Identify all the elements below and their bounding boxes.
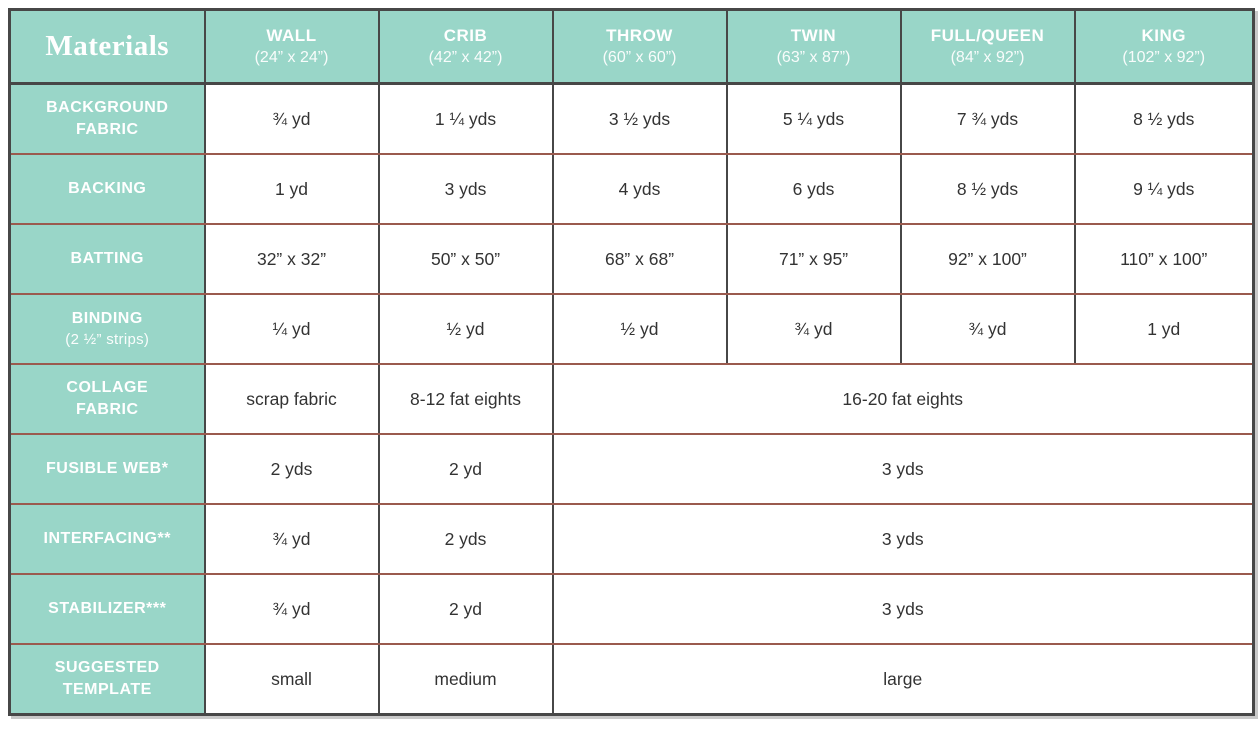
table-cell: 5 ¼ yds — [727, 84, 901, 155]
table-cell: 1 ¼ yds — [379, 84, 553, 155]
table-row-fusible-web — [10, 434, 1254, 504]
row-label-collage-fabric — [10, 364, 205, 434]
table-cell: 92” x 100” — [901, 224, 1075, 294]
table-cell: 2 yd — [379, 574, 553, 644]
column-size: (84” x 92”) — [950, 49, 1025, 66]
row-label-text: STABILIZER*** — [48, 600, 167, 618]
table-cell: 71” x 95” — [727, 224, 901, 294]
table-row-backing — [10, 154, 1254, 224]
row-label-batting — [10, 224, 205, 294]
row-label-suggested-template — [10, 644, 205, 715]
column-size: (60” x 60”) — [602, 49, 677, 66]
table-cell: ½ yd — [379, 294, 553, 364]
row-label-text: INTERFACING** — [43, 530, 171, 548]
table-row-interfacing — [10, 504, 1254, 574]
table-cell: ¾ yd — [901, 294, 1075, 364]
row-label-text: FABRIC — [75, 121, 139, 138]
table-cell: 4 yds — [553, 154, 727, 224]
table-cell: 2 yds — [379, 504, 553, 574]
row-label-stabilizer — [10, 574, 205, 644]
column-size: (102” x 92”) — [1122, 49, 1206, 66]
table-cell: ¾ yd — [205, 574, 379, 644]
table-cell: small — [205, 644, 379, 715]
table-cell: 1 yd — [1075, 294, 1254, 364]
table-cell: 2 yd — [379, 434, 553, 504]
table-cell: 8-12 fat eights — [379, 364, 553, 434]
table-cell: 6 yds — [727, 154, 901, 224]
row-label-text: BACKGROUND — [46, 99, 169, 117]
row-label-interfacing — [10, 504, 205, 574]
table-cell: 9 ¼ yds — [1075, 154, 1254, 224]
table-cell: medium — [379, 644, 553, 715]
table-cell: 50” x 50” — [379, 224, 553, 294]
table-cell: 110” x 100” — [1075, 224, 1254, 294]
table-cell: ¾ yd — [205, 84, 379, 155]
materials-title: Materials — [45, 30, 170, 62]
row-label-text: TEMPLATE — [62, 681, 152, 698]
table-body — [10, 84, 1254, 715]
header-row — [10, 10, 1254, 84]
table-cell: 8 ½ yds — [1075, 84, 1254, 155]
table-cell: large — [553, 644, 1254, 715]
table-row-background-fabric — [10, 84, 1254, 155]
row-label-backing — [10, 154, 205, 224]
row-label-text: FUSIBLE WEB* — [46, 460, 169, 478]
table-row-stabilizer — [10, 574, 1254, 644]
table-cell: 8 ½ yds — [901, 154, 1075, 224]
table-cell: 2 yds — [205, 434, 379, 504]
table-cell: 68” x 68” — [553, 224, 727, 294]
table-cell: 7 ¾ yds — [901, 84, 1075, 155]
table-row-batting — [10, 224, 1254, 294]
table-row-suggested-template — [10, 644, 1254, 715]
column-header-twin — [727, 10, 901, 84]
table-cell: ½ yd — [553, 294, 727, 364]
column-title: THROW — [606, 26, 673, 45]
table-row-collage-fabric — [10, 364, 1254, 434]
column-title: TWIN — [790, 26, 837, 45]
column-header-wall — [205, 10, 379, 84]
column-size: (42” x 42”) — [428, 49, 503, 66]
row-label-text: BACKING — [68, 180, 147, 198]
row-label-text: BINDING — [71, 309, 143, 327]
table-cell: 16-20 fat eights — [553, 364, 1254, 434]
row-label-binding — [10, 294, 205, 364]
row-label-text: FABRIC — [75, 401, 139, 418]
column-title: WALL — [266, 26, 317, 45]
column-title: CRIB — [443, 26, 488, 45]
column-size: (63” x 87”) — [776, 49, 851, 66]
table-cell: 32” x 32” — [205, 224, 379, 294]
row-sublabel: (2 ½” strips) — [65, 331, 150, 349]
table-cell: 3 yds — [553, 434, 1254, 504]
table-cell: 3 ½ yds — [553, 84, 727, 155]
row-label-text: SUGGESTED — [54, 659, 160, 677]
table-cell: ¾ yd — [205, 504, 379, 574]
column-header-king — [1075, 10, 1254, 84]
table-header — [10, 10, 1254, 84]
column-size: (24” x 24”) — [254, 49, 329, 66]
column-header-throw — [553, 10, 727, 84]
table-cell: 3 yds — [553, 574, 1254, 644]
table-cell: 1 yd — [205, 154, 379, 224]
row-label-text: COLLAGE — [66, 379, 149, 397]
table-cell: 3 yds — [553, 504, 1254, 574]
table-cell: scrap fabric — [205, 364, 379, 434]
row-label-background-fabric — [10, 84, 205, 155]
column-header-full-queen — [901, 10, 1075, 84]
table-cell: 3 yds — [379, 154, 553, 224]
materials-title-cell — [10, 10, 205, 84]
row-label-text: BATTING — [70, 250, 144, 268]
column-title: KING — [1141, 26, 1186, 45]
column-title: FULL/QUEEN — [930, 26, 1045, 45]
table-cell: ¼ yd — [205, 294, 379, 364]
row-label-fusible-web — [10, 434, 205, 504]
column-header-crib — [379, 10, 553, 84]
table-cell: ¾ yd — [727, 294, 901, 364]
materials-table — [8, 8, 1255, 716]
table-row-binding — [10, 294, 1254, 364]
